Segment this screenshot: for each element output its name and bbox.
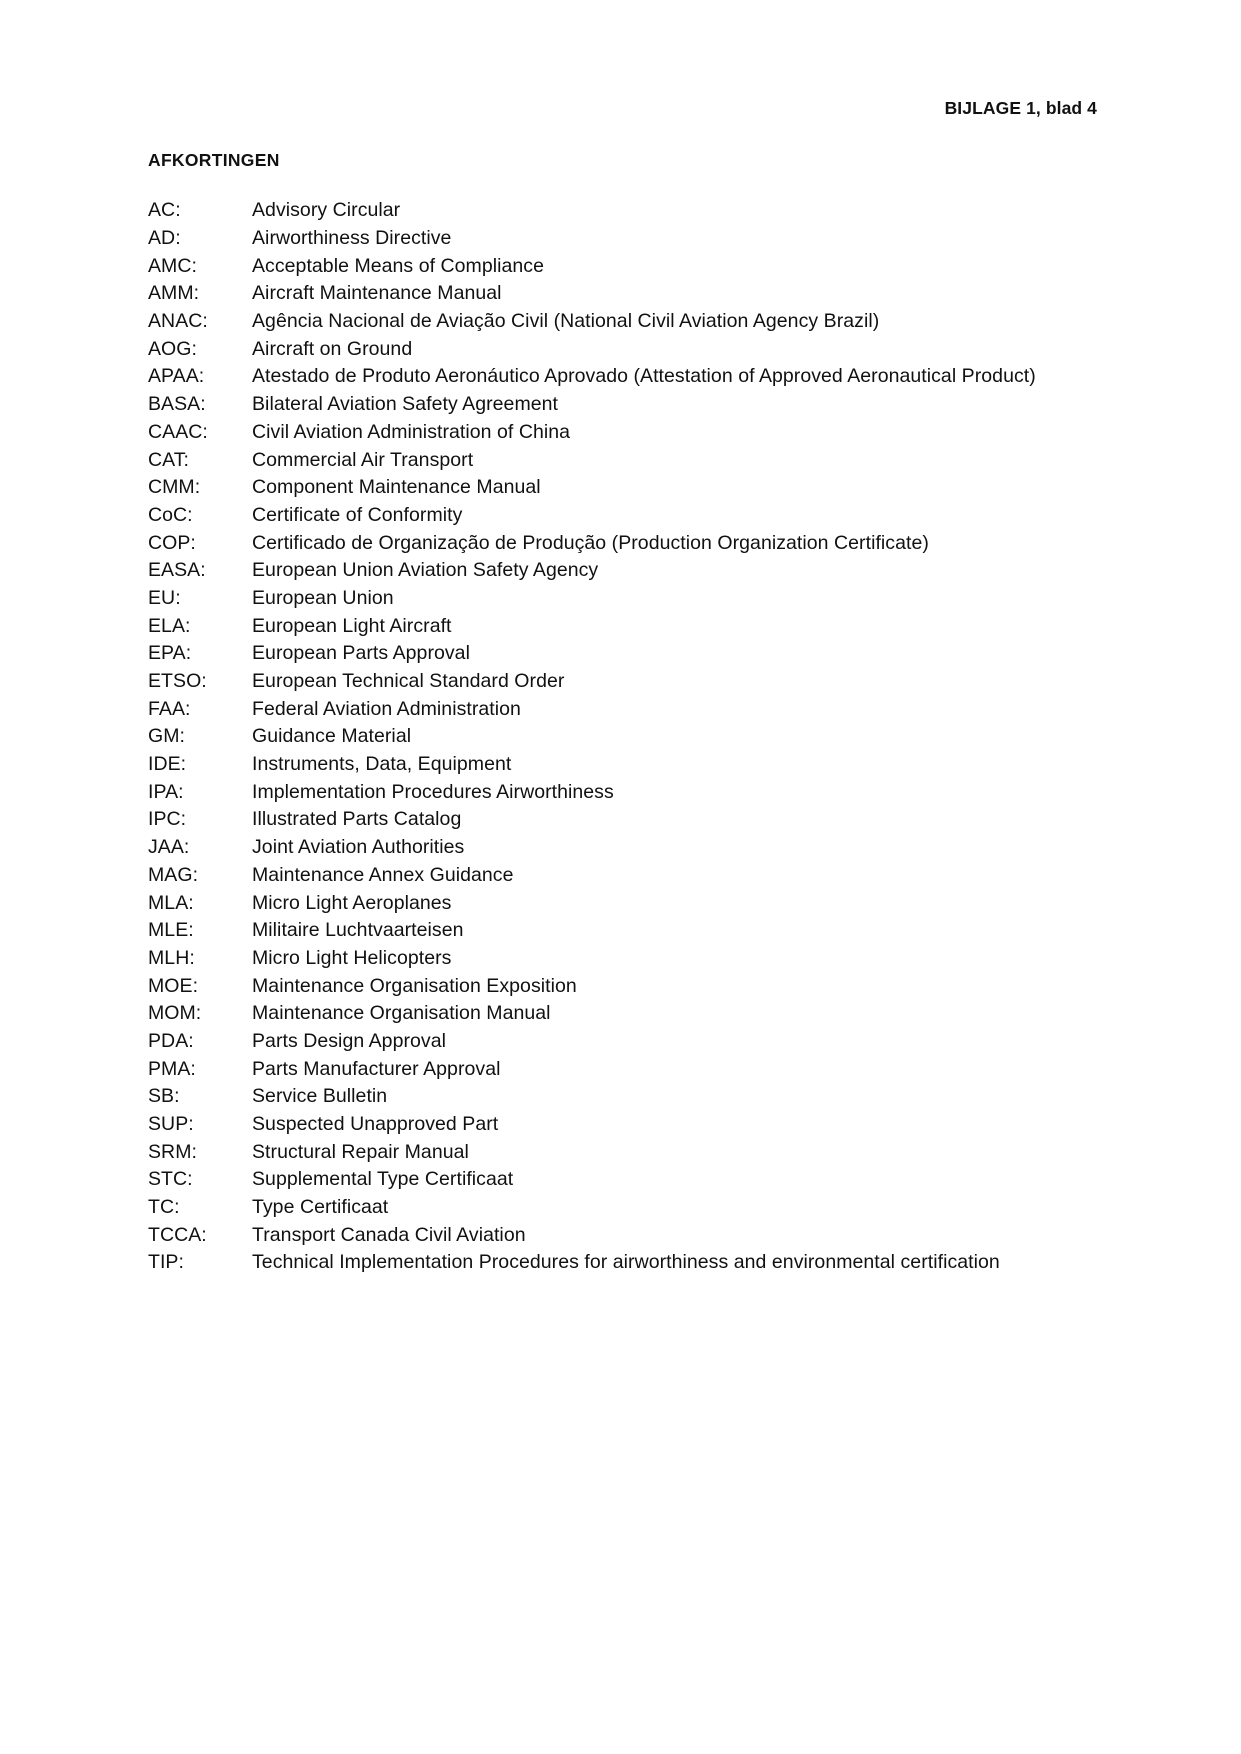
abbreviation-code: MOE: bbox=[148, 974, 199, 997]
abbreviation-row bbox=[148, 529, 1036, 557]
abbreviation-meaning: Advisory Circular bbox=[252, 199, 401, 222]
abbreviation-meaning: Militaire Luchtvaarteisen bbox=[252, 919, 464, 942]
abbreviation-row bbox=[148, 1194, 1036, 1222]
abbreviation-code: CMM: bbox=[148, 476, 201, 499]
abbreviation-meaning: European Union Aviation Safety Agency bbox=[252, 559, 599, 582]
abbreviation-meaning: Parts Manufacturer Approval bbox=[252, 1057, 501, 1080]
abbreviation-code: GM: bbox=[148, 725, 185, 748]
abbreviation-row bbox=[148, 335, 1036, 363]
abbreviation-meaning: Aircraft on Ground bbox=[252, 337, 413, 360]
abbreviation-meaning: Supplemental Type Certificaat bbox=[252, 1168, 514, 1191]
abbreviation-meaning: Airworthiness Directive bbox=[252, 227, 452, 250]
abbreviation-meaning: Micro Light Helicopters bbox=[252, 946, 452, 969]
abbreviation-meaning: Federal Aviation Administration bbox=[252, 697, 521, 720]
abbreviation-code: CAAC: bbox=[148, 420, 208, 443]
abbreviation-meaning: European Parts Approval bbox=[252, 642, 470, 665]
abbreviation-meaning: Civil Aviation Administration of China bbox=[252, 420, 571, 443]
abbreviation-row bbox=[148, 252, 1036, 280]
abbreviation-code: AMC: bbox=[148, 254, 197, 277]
abbreviation-row bbox=[148, 502, 1036, 530]
abbreviation-row bbox=[148, 1111, 1036, 1139]
abbreviation-row bbox=[148, 612, 1036, 640]
abbreviation-code: JAA: bbox=[148, 836, 190, 859]
abbreviation-code: EASA: bbox=[148, 559, 206, 582]
abbreviation-row bbox=[148, 419, 1036, 447]
abbreviation-code: CAT: bbox=[148, 448, 190, 471]
abbreviation-code: BASA: bbox=[148, 393, 206, 416]
abbreviation-row bbox=[148, 308, 1036, 336]
abbreviation-code: IDE: bbox=[148, 753, 187, 776]
abbreviation-meaning: Certificado de Organização de Produção (Production Organization Certificate) bbox=[252, 531, 929, 554]
abbreviation-meaning: Instruments, Data, Equipment bbox=[252, 753, 512, 776]
abbreviation-meaning: Illustrated Parts Catalog bbox=[252, 808, 462, 831]
abbreviation-meaning: Maintenance Organisation Exposition bbox=[252, 974, 577, 997]
abbreviation-row bbox=[148, 778, 1036, 806]
abbreviation-meaning: European Technical Standard Order bbox=[252, 670, 565, 693]
abbreviation-row bbox=[148, 862, 1036, 890]
abbreviation-code: AD: bbox=[148, 227, 181, 250]
abbreviation-row bbox=[148, 945, 1036, 973]
abbreviation-row bbox=[148, 640, 1036, 668]
abbreviation-row bbox=[148, 446, 1036, 474]
abbreviation-row bbox=[148, 474, 1036, 502]
abbreviation-meaning: Implementation Procedures Airworthiness bbox=[252, 780, 614, 803]
abbreviation-row bbox=[148, 1166, 1036, 1194]
abbreviation-row bbox=[148, 695, 1036, 723]
abbreviation-row bbox=[148, 1000, 1036, 1028]
abbreviation-code: MLA: bbox=[148, 891, 194, 914]
abbreviation-meaning: Bilateral Aviation Safety Agreement bbox=[252, 393, 558, 416]
abbreviation-code: ELA: bbox=[148, 614, 191, 637]
abbreviation-code: AMM: bbox=[148, 282, 200, 305]
abbreviation-code: PMA: bbox=[148, 1057, 196, 1080]
abbreviation-code: TC: bbox=[148, 1196, 180, 1219]
abbreviation-row bbox=[148, 1138, 1036, 1166]
abbreviation-row bbox=[148, 363, 1036, 391]
abbreviation-code: PDA: bbox=[148, 1029, 194, 1052]
abbreviation-meaning: Structural Repair Manual bbox=[252, 1140, 469, 1163]
abbreviation-code: FAA: bbox=[148, 697, 191, 720]
abbreviation-row bbox=[148, 806, 1036, 834]
abbreviation-code: IPA: bbox=[148, 780, 184, 803]
abbreviation-code: APAA: bbox=[148, 365, 205, 388]
abbreviation-meaning: Certificate of Conformity bbox=[252, 503, 463, 526]
abbreviation-code: MAG: bbox=[148, 863, 199, 886]
abbreviation-meaning: Commercial Air Transport bbox=[252, 448, 474, 471]
abbreviation-row bbox=[148, 391, 1036, 419]
abbreviation-row bbox=[148, 723, 1036, 751]
abbreviation-row bbox=[148, 280, 1036, 308]
abbreviation-meaning: Acceptable Means of Compliance bbox=[252, 254, 544, 277]
abbreviation-code: MLE: bbox=[148, 919, 194, 942]
abbreviation-meaning: Atestado de Produto Aeronáutico Aprovado (Attestation of Approved Aeronautical Product) bbox=[252, 365, 1036, 388]
abbreviation-row bbox=[148, 1028, 1036, 1056]
abbreviation-code: IPC: bbox=[148, 808, 187, 831]
abbreviation-row bbox=[148, 1055, 1036, 1083]
abbreviation-code: MOM: bbox=[148, 1002, 202, 1025]
abbreviation-row bbox=[148, 1221, 1036, 1249]
abbreviation-row bbox=[148, 668, 1036, 696]
abbreviation-code: ANAC: bbox=[148, 310, 208, 333]
abbreviation-meaning: Maintenance Annex Guidance bbox=[252, 863, 514, 886]
abbreviation-code: SUP: bbox=[148, 1113, 194, 1136]
abbreviation-meaning: Suspected Unapproved Part bbox=[252, 1113, 499, 1136]
abbreviation-code: STC: bbox=[148, 1168, 193, 1191]
abbreviation-code: TIP: bbox=[148, 1251, 184, 1274]
abbreviation-meaning: Component Maintenance Manual bbox=[252, 476, 541, 499]
annex-page-label: BIJLAGE 1, blad 4 bbox=[944, 98, 1097, 118]
abbreviation-meaning: Type Certificaat bbox=[252, 1196, 389, 1219]
abbreviation-row bbox=[148, 557, 1036, 585]
abbreviation-code: TCCA: bbox=[148, 1223, 207, 1246]
abbreviation-row bbox=[148, 751, 1036, 779]
abbreviation-row bbox=[148, 225, 1036, 253]
section-title: AFKORTINGEN bbox=[148, 150, 280, 170]
abbreviation-list bbox=[148, 197, 1036, 1277]
abbreviation-code: AOG: bbox=[148, 337, 197, 360]
abbreviation-row bbox=[148, 1083, 1036, 1111]
abbreviation-code: EU: bbox=[148, 586, 181, 609]
abbreviation-row bbox=[148, 585, 1036, 613]
abbreviation-row bbox=[148, 834, 1036, 862]
abbreviation-meaning: Technical Implementation Procedures for airworthiness and environmental certification bbox=[252, 1251, 1000, 1274]
abbreviation-meaning: Micro Light Aeroplanes bbox=[252, 891, 452, 914]
abbreviation-meaning: Service Bulletin bbox=[252, 1085, 388, 1108]
abbreviation-meaning: Transport Canada Civil Aviation bbox=[252, 1223, 526, 1246]
abbreviation-row bbox=[148, 197, 1036, 225]
abbreviation-row bbox=[148, 1249, 1036, 1277]
abbreviation-row bbox=[148, 972, 1036, 1000]
abbreviation-code: COP: bbox=[148, 531, 196, 554]
abbreviation-code: EPA: bbox=[148, 642, 192, 665]
abbreviation-code: MLH: bbox=[148, 946, 195, 969]
abbreviation-meaning: Maintenance Organisation Manual bbox=[252, 1002, 551, 1025]
abbreviation-meaning: Guidance Material bbox=[252, 725, 412, 748]
abbreviation-meaning: European Union bbox=[252, 586, 394, 609]
abbreviation-code: CoC: bbox=[148, 503, 193, 526]
abbreviation-row bbox=[148, 889, 1036, 917]
abbreviation-meaning: Agência Nacional de Aviação Civil (National Civil Aviation Agency Brazil) bbox=[252, 310, 880, 333]
abbreviation-code: SB: bbox=[148, 1085, 180, 1108]
abbreviation-code: ETSO: bbox=[148, 670, 207, 693]
abbreviation-meaning: Aircraft Maintenance Manual bbox=[252, 282, 502, 305]
abbreviation-code: SRM: bbox=[148, 1140, 197, 1163]
abbreviation-meaning: Parts Design Approval bbox=[252, 1029, 446, 1052]
abbreviation-meaning: European Light Aircraft bbox=[252, 614, 452, 637]
abbreviation-code: AC: bbox=[148, 199, 181, 222]
abbreviation-meaning: Joint Aviation Authorities bbox=[252, 836, 465, 859]
abbreviation-row bbox=[148, 917, 1036, 945]
